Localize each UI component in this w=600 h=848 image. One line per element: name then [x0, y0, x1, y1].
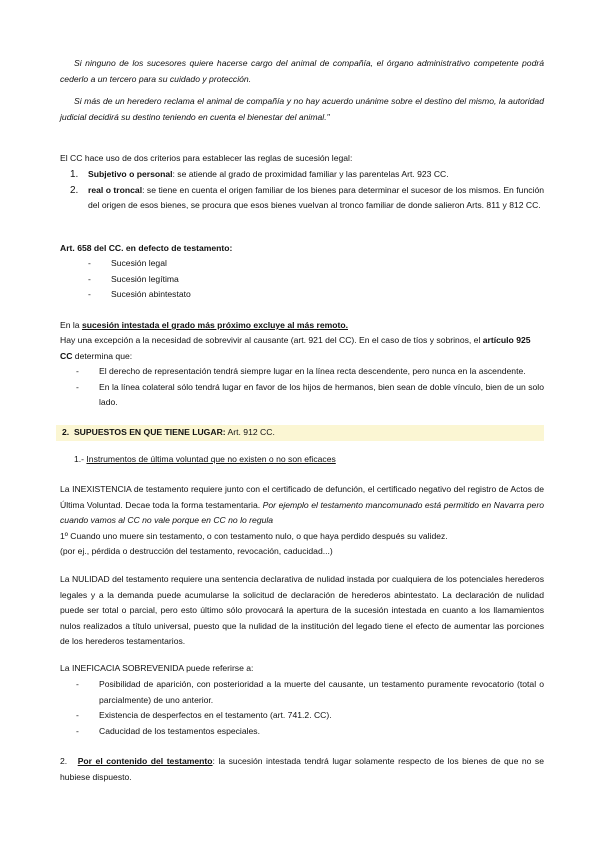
- inexistencia-example: Por ejemplo el testamento mancomunado está permitido en Navarra pero cuando vamos al CC no vale porque en CC no lo regula: [60, 499, 544, 525]
- criterio-text: : se tiene en cuenta el origen familiar de los bienes para determinar el sucesor de los mismos. En función del origen de esos bienes, se procura que esos bienes vuelvan al tronco familiar de donde salieron Arts. 811 y 812 CC.: [88, 184, 545, 210]
- list-item: - Sucesión legítima: [88, 272, 388, 288]
- inexistencia-paragraph: La INEXISTENCIA de testamento requiere junto con el certificado de defunción, el certificado negativo del registro de Actos de Última Voluntad. Decae toda la forma testamentaria. Por ejemplo el testamento mancomunado está permitido en Navarra pero cuando vamos al CC no vale porque en CC no lo regula: [60, 484, 544, 525]
- dash-bullet: -: [76, 366, 79, 376]
- list-item: - El derecho de representación tendrá siempre lugar en la línea recta descendente, pero nunca en la ascendente.: [76, 364, 544, 380]
- contenido-paragraph: 2. Por el contenido del testamento: la sucesión intestada tendrá lugar solamente respecto de los bienes de que no se hubiese dispuesto.: [60, 756, 545, 782]
- subsection-1-heading: 1.- Instrumentos de última voluntad que no existen o no son eficaces: [74, 454, 336, 464]
- intestada-list: [76, 364, 544, 411]
- dash-bullet: -: [76, 725, 79, 736]
- criterios-intro: El CC hace uso de dos criterios para establecer las reglas de sucesión legal:: [60, 153, 353, 163]
- criterio-number: 2.: [70, 184, 79, 196]
- quote-paragraph-2: Si más de un heredero reclama el animal de compañía y no hay acuerdo unánime sobre el destino del mismo, la autoridad judicial decidirá su destino teniendo en cuenta el bienestar del animal.": [60, 96, 544, 122]
- section-ref: Art. 912 CC.: [225, 427, 275, 437]
- contenido-number: 2.: [60, 756, 68, 766]
- intestada-line: En la sucesión intestada el grado más próximo excluye al más remoto.: [60, 320, 349, 330]
- list-item: - Existencia de desperfectos en el testamento (art. 741.2. CC).: [76, 708, 544, 724]
- section-2-heading: [62, 425, 546, 441]
- excepcion-paragraph: Hay una excepción a la necesidad de sobrevivir al causante (art. 921 del CC). En el caso de tíos y sobrinos, el artículo 925 CC determina que:: [60, 335, 531, 361]
- ineficacia-list: [76, 677, 544, 739]
- criterio-item: [60, 183, 544, 214]
- criterio-number: 1.: [70, 169, 79, 180]
- criterios-list: [60, 167, 544, 214]
- list-item: - En la línea colateral sólo tendrá lugar en favor de los hijos de hermanos, bien sean de doble vínculo, bien de un solo lado.: [76, 381, 544, 407]
- contenido-underlined: Por el contenido del testamento: [77, 756, 213, 766]
- dash-bullet: -: [88, 289, 91, 299]
- ineficacia-heading: La INEFICACIA SOBREVENIDA puede referirse a:: [60, 663, 254, 673]
- inexistencia-line-b: (por ej., pérdida o destrucción del testamento, revocación, caducidad...): [60, 546, 333, 556]
- criterio-bold: Subjetivo o personal: [88, 169, 173, 179]
- list-item: - Sucesión abintestato: [88, 287, 388, 303]
- intestada-underlined: sucesión intestada el grado más próximo excluye al más remoto.: [81, 320, 349, 330]
- art658-list: [88, 256, 388, 303]
- dash-bullet: -: [88, 258, 91, 268]
- list-item: - Posibilidad de aparición, con posterioridad a la muerte del causante, un testamento puramente revocatorio (total o parcialmente) de uno anterior.: [76, 679, 544, 705]
- quote-paragraph-1: Si ninguno de los sucesores quiere hacerse cargo del animal de compañía, el órgano administrativo competente podrá cederlo a un tercero para su cuidado y protección.: [60, 58, 544, 84]
- list-item: - Caducidad de los testamentos especiales.: [76, 724, 544, 740]
- nulidad-paragraph: La NULIDAD del testamento requiere una sentencia declarativa de nulidad instada por cualquiera de los potenciales herederos legales y a la demanda puede acumularse la solicitud de declaración de herederos abintestato. La declaración de nulidad puede ser total o parcial, pero esto último sólo provocará la apertura de la sucesión intestada en cuanto a los llamamientos nulos realizados a título universal, puesto que la nulidad de la institución del legado tiene el efecto de aumentar las porciones de los herederos testamentarios.: [60, 574, 544, 646]
- dash-bullet: -: [88, 273, 91, 284]
- list-item: - Sucesión legal: [88, 256, 388, 272]
- criterio-bold: real o troncal: [88, 184, 143, 195]
- dash-bullet: -: [76, 381, 79, 392]
- articulo-925-ref: artículo 925 CC: [60, 335, 531, 361]
- criterio-text: : se atiende al grado de proximidad familiar y las parentelas Art. 923 CC.: [172, 169, 449, 179]
- art658-heading: Art. 658 del CC. en defecto de testamento:: [60, 243, 233, 253]
- inexistencia-line-a: 1º Cuando uno muere sin testamento, o con testamento nulo, o que haya perdido después su validez.: [60, 531, 448, 541]
- dash-bullet: -: [76, 710, 79, 720]
- criterio-item: [60, 167, 544, 183]
- subsection-title: Instrumentos de última voluntad que no existen o no son eficaces: [86, 454, 336, 464]
- section-title: SUPUESTOS EN QUE TIENE LUGAR:: [73, 427, 226, 437]
- section-number: 2.: [62, 427, 70, 437]
- dash-bullet: -: [76, 679, 79, 689]
